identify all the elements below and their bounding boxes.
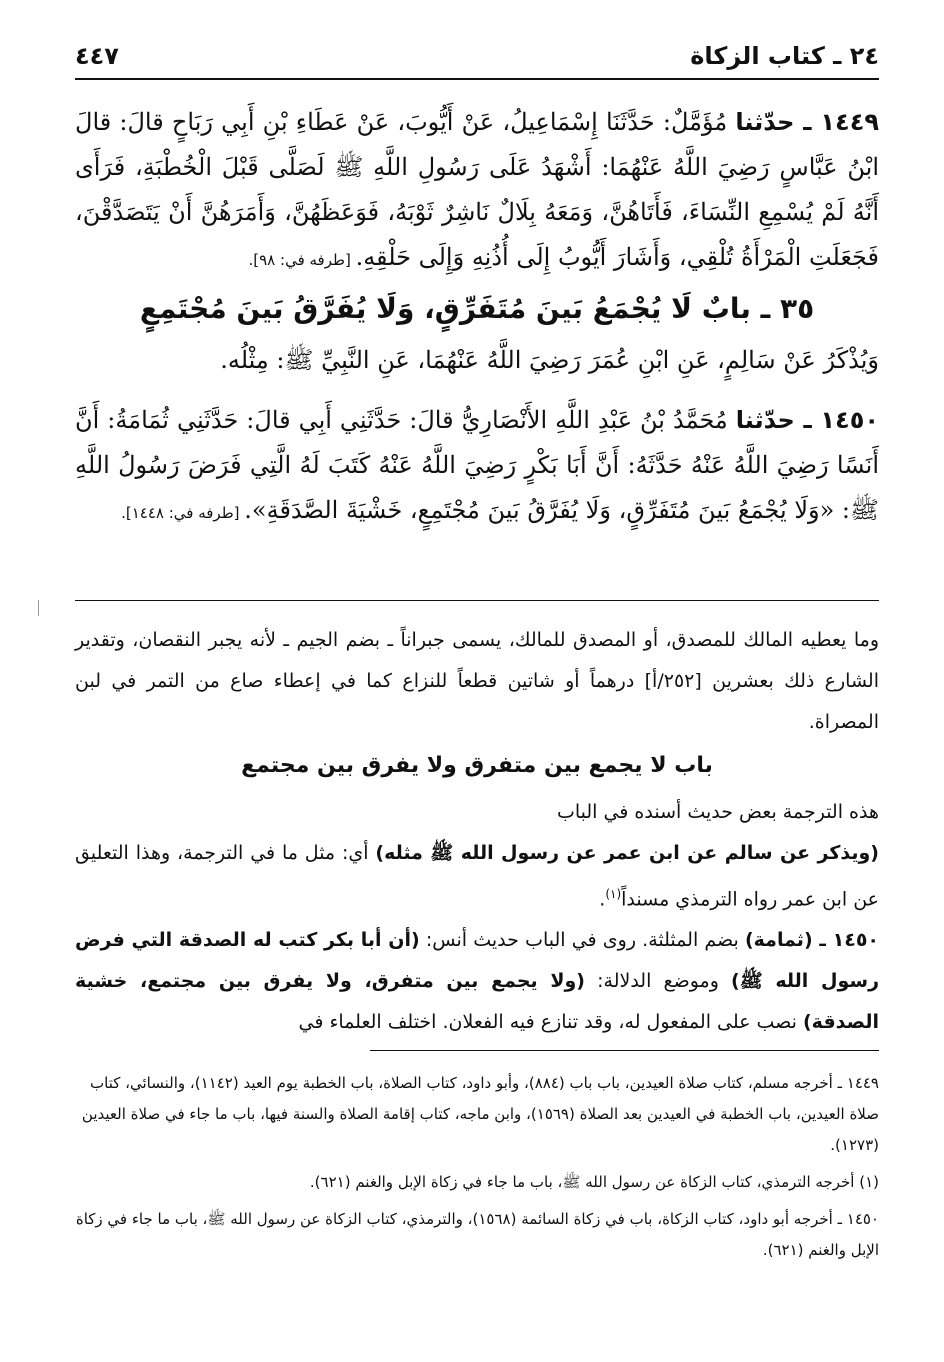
quoted-text: (ثمامة) (744, 929, 813, 952)
hadith-1450 (75, 398, 879, 536)
footnote-1449: ١٤٤٩ ـ أخرجه مسلم، كتاب صلاة العيدين، باب باب (٨٨٤)، وأبو داود، كتاب الصلاة، باب الخطبة يوم العيد (١١٤٢)، والنسائي، كتاب صلاة العيدين، باب الخطبة في العيدين بعد الصلاة (١٥٦٩)، وابن ماجه، كتاب إقامة الصلاة والسنة فيها، باب ما جاء في صلاة العيدين (١٢٧٣). (81, 1074, 879, 1154)
page-number: ٤٤٧ (75, 42, 119, 70)
footnote-rule (370, 1050, 879, 1051)
commentary-text: أي: مثل ما في الترجمة، وهذا التعليق عن ابن عمر رواه الترمذي مسنداً (75, 842, 879, 911)
hadith-1450-number: ١٤٥٠ ـ حدّثنا (735, 406, 879, 434)
footnotes (75, 1068, 879, 1272)
footnote-marker: (١) (605, 887, 622, 901)
hadith-1449-reference: [طرفه في: ٩٨]. (248, 251, 356, 269)
hadith-1449-number: ١٤٤٩ ـ حدّثنا (735, 108, 879, 136)
commentary-text: بضم المثلثة. روى في الباب حديث أنس: (419, 929, 745, 952)
header-rule (75, 78, 879, 80)
commentary-para-1 (75, 620, 879, 743)
margin-mark (38, 600, 39, 616)
chapter-note: وَيُذْكَرُ عَنْ سَالِمٍ، عَنِ ابْنِ عُمَرَ رَضِيَ اللَّهُ عَنْهُمَا، عَنِ النَّبِيِّ ﷺ: مِثْلُه. (220, 346, 879, 374)
commentary-para-1-text: وما يعطيه المالك للمصدق، أو المصدق للمالك، يسمى جبراناً ـ بضم الجيم ـ لأنه يجبر النقصان، وتقدير الشارع ذلك بعشرين [٢٥٢/أ] درهماً أو شاتين قطعاً للنزاع كما في إعطاء صاع من التمر في لبن المصراة. (75, 629, 879, 733)
hadith-1450-text (75, 398, 879, 536)
page-header (75, 40, 879, 76)
commentary-text: نصب على المفعول له، وقد تنازع فيه الفعلان. اختلف العلماء في (298, 1011, 803, 1034)
commentary-divider (75, 600, 879, 601)
commentary-heading: باب لا يجمع بين متفرق ولا يفرق بين مجتمع (241, 753, 713, 778)
quoted-text: (ويذكر عن سالم عن ابن عمر عن رسول الله ﷺ مثله) (375, 842, 879, 864)
hadith-1450-reference: [طرفه في: ١٤٤٨]. (121, 504, 245, 522)
running-title: ٢٤ ـ كتاب الزكاة (690, 42, 879, 70)
hadith-1450-body: مُحَمَّدُ بْنُ عَبْدِ اللَّهِ الأَنْصَارِيُّ قالَ: حَدَّثَنِي أَبِي قالَ: حَدَّثَنِي ثُمَامَةُ: أَنَّ أَنَسًا رَضِيَ اللَّهُ عَنْهُ حَدَّثَهُ: أَنَّ أَبَا بَكْرٍ رَضِيَ اللَّهُ عَنْهُ كَتَبَ لَهُ الَّتِي فَرَضَ رَسُولُ اللَّهِ ﷺ: «وَلَا يُجْمَعُ بَينَ مُتَفَرِّقٍ، وَلَا يُفَرَّقُ بَينَ مُجْتَمِعٍ، خَشْيَةَ الصَّدَقَةِ». (75, 406, 879, 524)
hadith-number: ١٤٥٠ ـ (812, 929, 880, 952)
quoted-text: (أن أبا بكر كتب له الصدقة التي فرض رسول الله ﷺ) (75, 929, 880, 993)
hadith-1449 (75, 100, 879, 283)
commentary-para-2: هذه الترجمة بعض حديث أسنده في الباب (556, 801, 879, 823)
commentary-para-3 (75, 833, 879, 920)
footnote-1: (١) أخرجه الترمذي، كتاب الزكاة عن رسول الله ﷺ، باب ما جاء في زكاة الإبل والغنم (٦٢١). (309, 1173, 879, 1191)
commentary-text: وموضع الدلالة: (584, 970, 732, 993)
hadith-1449-text (75, 100, 879, 283)
footnote-1450: ١٤٥٠ ـ أخرجه أبو داود، كتاب الزكاة، باب في زكاة السائمة (١٥٦٨)، والترمذي، كتاب الزكاة عن رسول الله ﷺ، باب ما جاء في زكاة الإبل والغنم (٦٢١). (75, 1210, 879, 1259)
chapter-note-block (75, 338, 879, 383)
commentary-body (75, 792, 879, 1043)
commentary-text: . (599, 888, 606, 911)
chapter-title: ٣٥ ـ بابٌ لَا يُجْمَعُ بَينَ مُتَفَرِّقٍ، وَلَا يُفَرَّقُ بَينَ مُجْتَمِعٍ (139, 292, 815, 325)
commentary-para-4 (75, 920, 879, 1043)
hadith-1449-body: مُؤَمَّلٌ: حَدَّثَنَا إِسْمَاعِيلُ، عَنْ أَيُّوبَ، عَنْ عَطَاءِ بْنِ أَبِي رَبَاحٍ قالَ: قالَ ابْنُ عَبَّاسٍ رَضِيَ اللَّهُ عَنْهُمَا: أَشْهَدُ عَلَى رَسُولِ اللَّهِ ﷺ لَصَلَّى قَبْلَ الْخُطْبَةِ، فَرَأَى أَنَّهُ لَمْ يُسْمِعِ النِّسَاءَ، فَأَتَاهُنَّ، وَمَعَهُ بِلَالٌ نَاشِرٌ ثَوْبَهُ، فَوَعَظَهُنَّ، وَأَمَرَهُنَّ أَنْ يَتَصَدَّقْنَ، فَجَعَلَتِ الْمَرْأَةُ تُلْقِي، وَأَشَارَ أَيُّوبُ إِلَى أُذُنِهِ وَإِلَى حَلْقِهِ. (75, 108, 879, 271)
quoted-text: (ولا يجمع بين متفرق، ولا يفرق بين مجتمع، خشية الصدقة) (75, 970, 879, 1034)
